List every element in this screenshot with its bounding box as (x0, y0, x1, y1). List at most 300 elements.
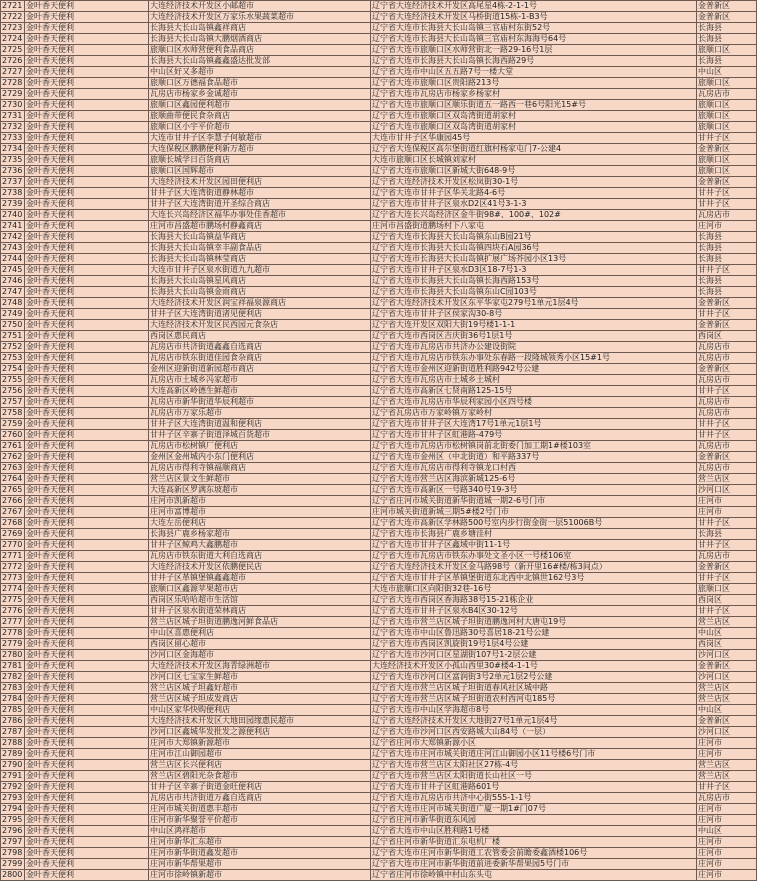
address-cell[interactable]: 辽宁省大连市营兰店区海滨新城125-6号 (371, 474, 697, 485)
district-cell[interactable]: 西岗区 (697, 331, 757, 342)
table-row[interactable] (1, 320, 757, 331)
address-cell[interactable]: 辽宁省庄河市大郑镇新源小区 (371, 738, 697, 749)
store-name-cell[interactable]: 营兰店区城子坦鑫好超市 (149, 683, 371, 694)
table-row[interactable] (1, 562, 757, 573)
brand-cell[interactable]: 金叶香天便利 (25, 474, 149, 485)
address-cell[interactable]: 辽宁省大连经济技术开发区金马路98号（新开里16#楼/栋3间点） (371, 562, 697, 573)
store-name-cell[interactable]: 瓦房店市铁东街道佳园食杂商店 (149, 353, 371, 364)
store-name-cell[interactable]: 瓦房店市万家乐超市 (149, 408, 371, 419)
table-row[interactable] (1, 837, 757, 848)
district-cell[interactable]: 瓦房店市 (697, 353, 757, 364)
row-number-cell[interactable]: 2768 (1, 518, 25, 529)
address-cell[interactable]: 辽宁省大连市中山区五五路7号一楼大堂 (371, 67, 697, 78)
store-name-cell[interactable]: 西岗区留心超市 (149, 639, 371, 650)
district-cell[interactable]: 甘井子区 (697, 419, 757, 430)
brand-cell[interactable]: 金叶香天便利 (25, 441, 149, 452)
district-cell[interactable]: 甘井子区 (697, 309, 757, 320)
brand-cell[interactable]: 金叶香天便利 (25, 375, 149, 386)
district-cell[interactable]: 金普新区 (697, 298, 757, 309)
store-name-cell[interactable]: 沙河口区金海超市 (149, 650, 371, 661)
store-name-cell[interactable]: 中山区家华快购便利店 (149, 705, 371, 716)
district-cell[interactable]: 瓦房店市 (697, 408, 757, 419)
brand-cell[interactable]: 金叶香天便利 (25, 265, 149, 276)
address-cell[interactable]: 辽宁省大连市营兰店区城子坦街道农村西河屯185号 (371, 694, 697, 705)
table-row[interactable] (1, 287, 757, 298)
district-cell[interactable]: 中山区 (697, 705, 757, 716)
row-number-cell[interactable]: 2764 (1, 474, 25, 485)
district-cell[interactable]: 长海县 (697, 243, 757, 254)
brand-cell[interactable]: 金叶香天便利 (25, 342, 149, 353)
address-cell[interactable]: 辽宁省大连经济技术开发区东平华家屯279号1单元1层4号 (371, 298, 697, 309)
row-number-cell[interactable]: 2800 (1, 870, 25, 881)
row-number-cell[interactable]: 2777 (1, 617, 25, 628)
address-cell[interactable]: 辽宁省大连市瓦房店市土城乡土城村 (371, 375, 697, 386)
brand-cell[interactable]: 金叶香天便利 (25, 837, 149, 848)
row-number-cell[interactable]: 2797 (1, 837, 25, 848)
table-row[interactable] (1, 749, 757, 760)
store-name-cell[interactable]: 西岗区惠民商店 (149, 331, 371, 342)
brand-cell[interactable]: 金叶香天便利 (25, 804, 149, 815)
table-row[interactable] (1, 540, 757, 551)
row-number-cell[interactable]: 2724 (1, 34, 25, 45)
brand-cell[interactable]: 金叶香天便利 (25, 276, 149, 287)
district-cell[interactable]: 甘井子区 (697, 606, 757, 617)
table-row[interactable] (1, 639, 757, 650)
brand-cell[interactable]: 金叶香天便利 (25, 782, 149, 793)
row-number-cell[interactable]: 2762 (1, 452, 25, 463)
address-cell[interactable]: 辽宁省大连市西岗区凯旋街19号1层4号公建 (371, 639, 697, 650)
store-name-cell[interactable]: 大连经济技术开发区润宝祥福泉源商店 (149, 298, 371, 309)
district-cell[interactable]: 瓦房店市 (697, 89, 757, 100)
brand-cell[interactable]: 金叶香天便利 (25, 419, 149, 430)
row-number-cell[interactable]: 2761 (1, 441, 25, 452)
store-name-cell[interactable]: 瓦房店市杨家乡金诚超市 (149, 89, 371, 100)
address-cell[interactable]: 辽宁省大连市瓦房店市共济中心街555-1-1号 (371, 793, 697, 804)
store-name-cell[interactable]: 甘井子区大连湾街道渚见便利店 (149, 309, 371, 320)
address-cell[interactable]: 辽宁省大连经济技术开发区松岚街30-1号 (371, 177, 697, 188)
district-cell[interactable]: 金普新区 (697, 320, 757, 331)
brand-cell[interactable]: 金叶香天便利 (25, 749, 149, 760)
address-cell[interactable]: 辽宁省大连市长海县大长山岛镇三官庙村东海海号64号 (371, 34, 697, 45)
district-cell[interactable]: 甘井子区 (697, 133, 757, 144)
store-name-cell[interactable]: 沙河口区七宝家生鲜超市 (149, 672, 371, 683)
table-row[interactable] (1, 298, 757, 309)
table-row[interactable] (1, 727, 757, 738)
table-row[interactable] (1, 188, 757, 199)
district-cell[interactable]: 金普新区 (697, 716, 757, 727)
district-cell[interactable]: 庄河市 (697, 738, 757, 749)
district-cell[interactable]: 旅顺口区 (697, 45, 757, 56)
brand-cell[interactable]: 金叶香天便利 (25, 595, 149, 606)
address-cell[interactable]: 辽宁省大连市瓦房店市得利寺镇龙口村西 (371, 463, 697, 474)
brand-cell[interactable]: 金叶香天便利 (25, 540, 149, 551)
brand-cell[interactable]: 金叶香天便利 (25, 859, 149, 870)
row-number-cell[interactable]: 2782 (1, 672, 25, 683)
store-name-cell[interactable]: 中山区好又多超市 (149, 67, 371, 78)
brand-cell[interactable]: 金叶香天便利 (25, 562, 149, 573)
address-cell[interactable]: 辽宁省大连市甘井子区鑫域中街11-1号 (371, 540, 697, 551)
district-cell[interactable]: 金普新区 (697, 144, 757, 155)
table-row[interactable] (1, 265, 757, 276)
row-number-cell[interactable]: 2788 (1, 738, 25, 749)
store-name-cell[interactable]: 庄河市新华帮果超市 (149, 859, 371, 870)
brand-cell[interactable]: 金叶香天便利 (25, 584, 149, 595)
address-cell[interactable]: 辽宁省大连市长海县大长山岛镇长海西路29号 (371, 56, 697, 67)
row-number-cell[interactable]: 2727 (1, 67, 25, 78)
district-cell[interactable]: 瓦房店市 (697, 210, 757, 221)
district-cell[interactable]: 长海县 (697, 254, 757, 265)
row-number-cell[interactable]: 2745 (1, 265, 25, 276)
store-name-cell[interactable]: 甘井子区泉水街道荣林商店 (149, 606, 371, 617)
district-cell[interactable]: 营兰店区 (697, 683, 757, 694)
district-cell[interactable]: 营兰店区 (697, 617, 757, 628)
store-name-cell[interactable]: 旅顺长城学日百货商店 (149, 155, 371, 166)
store-name-cell[interactable]: 瓦房店市得利寺镇福顺商店 (149, 463, 371, 474)
brand-cell[interactable]: 金叶香天便利 (25, 870, 149, 881)
store-name-cell[interactable]: 长海县大长山岛镇幸丰副食品店 (149, 243, 371, 254)
address-cell[interactable]: 辽宁省大连开发区双阳大街19号楼1-1-1 (371, 320, 697, 331)
district-cell[interactable]: 金普新区 (697, 1, 757, 12)
table-row[interactable] (1, 595, 757, 606)
table-row[interactable] (1, 45, 757, 56)
brand-cell[interactable]: 金叶香天便利 (25, 309, 149, 320)
row-number-cell[interactable]: 2737 (1, 177, 25, 188)
store-name-cell[interactable]: 旅顺口区国辉超市 (149, 166, 371, 177)
address-cell[interactable]: 辽宁省大连市甘井子区虹港路601号 (371, 782, 697, 793)
store-name-cell[interactable]: 大连保税区鹏鹏便利新万超市 (149, 144, 371, 155)
store-name-cell[interactable]: 大连高新区岭德生鲜超市 (149, 386, 371, 397)
address-cell[interactable]: 大连经济技术开发区小孤山西里30#楼4-1-1号 (371, 661, 697, 672)
table-row[interactable] (1, 771, 757, 782)
store-name-cell[interactable]: 旅顺口区水师营便利食品商店 (149, 45, 371, 56)
address-cell[interactable]: 辽宁省大连市瓦房店市铁东办事处文圣小区一号楼106室 (371, 551, 697, 562)
row-number-cell[interactable]: 2723 (1, 23, 25, 34)
table-row[interactable] (1, 859, 757, 870)
brand-cell[interactable]: 金叶香天便利 (25, 694, 149, 705)
address-cell[interactable]: 辽宁省大连市西岗区香海路38号15-21栋企业 (371, 595, 697, 606)
brand-cell[interactable]: 金叶香天便利 (25, 243, 149, 254)
row-number-cell[interactable]: 2756 (1, 386, 25, 397)
table-row[interactable] (1, 452, 757, 463)
district-cell[interactable]: 甘井子区 (697, 540, 757, 551)
table-row[interactable] (1, 276, 757, 287)
store-name-cell[interactable]: 大连经济技术开发区依鹏便民店 (149, 562, 371, 573)
district-cell[interactable]: 金普新区 (697, 364, 757, 375)
table-row[interactable] (1, 606, 757, 617)
row-number-cell[interactable]: 2774 (1, 584, 25, 595)
store-name-cell[interactable]: 长海县大长山岛镇鑫鑫盛达批发部 (149, 56, 371, 67)
row-number-cell[interactable]: 2729 (1, 89, 25, 100)
district-cell[interactable]: 旅顺口区 (697, 166, 757, 177)
store-name-cell[interactable]: 长海县大长山岛镇大鹏烟酒商店 (149, 34, 371, 45)
row-number-cell[interactable]: 2781 (1, 661, 25, 672)
address-cell[interactable]: 辽宁省大连市营兰店区太阳社区27栋-4号 (371, 760, 697, 771)
table-row[interactable] (1, 815, 757, 826)
address-cell[interactable]: 辽宁省大连市瓦房店市华辰利家园小区四号楼 (371, 397, 697, 408)
brand-cell[interactable]: 金叶香天便利 (25, 683, 149, 694)
address-cell[interactable]: 辽宁省大连市沙河口区富润街3号2单元1层2号公建 (371, 672, 697, 683)
district-cell[interactable]: 长海县 (697, 287, 757, 298)
address-cell[interactable]: 大连市旅顺口区向阳街32巷-16号 (371, 584, 697, 595)
table-row[interactable] (1, 474, 757, 485)
district-cell[interactable]: 长海县 (697, 34, 757, 45)
row-number-cell[interactable]: 2721 (1, 1, 25, 12)
district-cell[interactable]: 西岗区 (697, 639, 757, 650)
table-row[interactable] (1, 628, 757, 639)
address-cell[interactable]: 辽宁省大连市甘井子区侯家沟30-8号 (371, 309, 697, 320)
store-name-cell[interactable]: 大连市甘井子区泉水街道九九超市 (149, 265, 371, 276)
address-cell[interactable]: 庄河市昌盛街道鹏场村下八家屯 (371, 221, 697, 232)
brand-cell[interactable]: 金叶香天便利 (25, 529, 149, 540)
table-row[interactable] (1, 155, 757, 166)
district-cell[interactable]: 西岗区 (697, 595, 757, 606)
address-cell[interactable]: 辽宁省大连市长海县广鹿乡塘洼村 (371, 529, 697, 540)
brand-cell[interactable]: 金叶香天便利 (25, 793, 149, 804)
address-cell[interactable]: 辽宁省大连市瓦房店市铁东办事处东春路一段隆城领秀小区15#1号 (371, 353, 697, 364)
table-row[interactable] (1, 199, 757, 210)
address-cell[interactable]: 辽宁省大连市高新区一号路340号19-3号 (371, 485, 697, 496)
store-name-cell[interactable]: 旅顺口区小宇平价超市 (149, 122, 371, 133)
address-cell[interactable]: 辽宁省大连市长海县大长山岛镇长海西路153号 (371, 276, 697, 287)
store-name-cell[interactable]: 西岗区乐哈哈超市生活馆 (149, 595, 371, 606)
brand-cell[interactable]: 金叶香天便利 (25, 111, 149, 122)
address-cell[interactable]: 辽宁省大连市瓦房店市松树镇岗前北街委门加工期1#楼103室 (371, 441, 697, 452)
district-cell[interactable]: 长海县 (697, 56, 757, 67)
row-number-cell[interactable]: 2732 (1, 122, 25, 133)
brand-cell[interactable]: 金叶香天便利 (25, 628, 149, 639)
address-cell[interactable]: 大连市旅顺口区长城镇刘家村 (371, 155, 697, 166)
store-name-cell[interactable]: 甘井子区大连湾街道开圣综合商店 (149, 199, 371, 210)
table-row[interactable] (1, 12, 757, 23)
row-number-cell[interactable]: 2747 (1, 287, 25, 298)
brand-cell[interactable]: 金叶香天便利 (25, 320, 149, 331)
row-number-cell[interactable]: 2755 (1, 375, 25, 386)
address-cell[interactable]: 辽宁省大连市旅顺口区双岛湾街道胡家村 (371, 111, 697, 122)
district-cell[interactable]: 庄河市 (697, 870, 757, 881)
row-number-cell[interactable]: 2733 (1, 133, 25, 144)
row-number-cell[interactable]: 2738 (1, 188, 25, 199)
row-number-cell[interactable]: 2769 (1, 529, 25, 540)
row-number-cell[interactable]: 2750 (1, 320, 25, 331)
table-row[interactable] (1, 518, 757, 529)
brand-cell[interactable]: 金叶香天便利 (25, 34, 149, 45)
table-row[interactable] (1, 177, 757, 188)
table-row[interactable] (1, 705, 757, 716)
store-name-cell[interactable]: 甘井子区鲸鸡大鑫鹏超市 (149, 540, 371, 551)
brand-cell[interactable]: 金叶香天便利 (25, 331, 149, 342)
row-number-cell[interactable]: 2796 (1, 826, 25, 837)
brand-cell[interactable]: 金叶香天便利 (25, 254, 149, 265)
district-cell[interactable]: 瓦房店市 (697, 463, 757, 474)
table-row[interactable] (1, 23, 757, 34)
brand-cell[interactable]: 金叶香天便利 (25, 166, 149, 177)
district-cell[interactable]: 金普新区 (697, 661, 757, 672)
district-cell[interactable]: 甘井子区 (697, 573, 757, 584)
address-cell[interactable]: 辽宁省大连市瓦房店市共济办公建设街院 (371, 342, 697, 353)
row-number-cell[interactable]: 2773 (1, 573, 25, 584)
table-row[interactable] (1, 386, 757, 397)
table-row[interactable] (1, 441, 757, 452)
table-row[interactable] (1, 496, 757, 507)
table-row[interactable] (1, 309, 757, 320)
address-cell[interactable]: 辽宁省大连市甘井子区泉水D2区41号3-1-3 (371, 199, 697, 210)
address-cell[interactable]: 辽宁省大连长兴岛经济区金牛街98#、100#、102# (371, 210, 697, 221)
store-name-cell[interactable]: 旅顺口区万德福食品超市 (149, 78, 371, 89)
brand-cell[interactable]: 金叶香天便利 (25, 177, 149, 188)
row-number-cell[interactable]: 2744 (1, 254, 25, 265)
brand-cell[interactable]: 金叶香天便利 (25, 463, 149, 474)
brand-cell[interactable]: 金叶香天便利 (25, 617, 149, 628)
row-number-cell[interactable]: 2760 (1, 430, 25, 441)
address-cell[interactable]: 辽宁省大连市金州区（中北街道）和平路337号 (371, 452, 697, 463)
store-name-cell[interactable]: 庄河市城关街道惠丰超市 (149, 804, 371, 815)
brand-cell[interactable]: 金叶香天便利 (25, 155, 149, 166)
address-cell[interactable]: 辽宁省大连市甘井子区华关北路4-6号 (371, 188, 697, 199)
district-cell[interactable]: 旅顺口区 (697, 122, 757, 133)
district-cell[interactable]: 庄河市 (697, 815, 757, 826)
store-name-cell[interactable]: 庄河市富博超市 (149, 507, 371, 518)
store-name-cell[interactable]: 大连左岳便利店 (149, 518, 371, 529)
store-name-cell[interactable]: 瓦房店市共济街道鑫鑫自选商店 (149, 342, 371, 353)
district-cell[interactable]: 营兰店区 (697, 771, 757, 782)
brand-cell[interactable]: 金叶香天便利 (25, 67, 149, 78)
brand-cell[interactable]: 金叶香天便利 (25, 716, 149, 727)
district-cell[interactable]: 甘井子区 (697, 518, 757, 529)
district-cell[interactable]: 中山区 (697, 67, 757, 78)
brand-cell[interactable]: 金叶香天便利 (25, 353, 149, 364)
district-cell[interactable]: 长海县 (697, 232, 757, 243)
row-number-cell[interactable]: 2736 (1, 166, 25, 177)
address-cell[interactable]: 辽宁省大连市旅顺口区顺乐街道五一路西一巷6号阳光15#号 (371, 100, 697, 111)
district-cell[interactable]: 金普新区 (697, 12, 757, 23)
address-cell[interactable]: 辽宁省庄河市徐岭镇中村山东头屯 (371, 870, 697, 881)
district-cell[interactable]: 长海县 (697, 276, 757, 287)
store-name-cell[interactable]: 金州区迎新街道新园超市商店 (149, 364, 371, 375)
district-cell[interactable]: 沙河口区 (697, 485, 757, 496)
brand-cell[interactable]: 金叶香天便利 (25, 848, 149, 859)
row-number-cell[interactable]: 2779 (1, 639, 25, 650)
row-number-cell[interactable]: 2728 (1, 78, 25, 89)
store-name-cell[interactable]: 瓦房店市共济街道万鑫自选商店 (149, 793, 371, 804)
brand-cell[interactable]: 金叶香天便利 (25, 705, 149, 716)
row-number-cell[interactable]: 2785 (1, 705, 25, 716)
store-name-cell[interactable]: 大连市甘井子区李慧子何敏超市 (149, 133, 371, 144)
brand-cell[interactable]: 金叶香天便利 (25, 133, 149, 144)
address-cell[interactable]: 辽宁省大连市营兰店区太阳街道长山社区一号 (371, 771, 697, 782)
address-cell[interactable]: 大连市甘井子区华康园45号 (371, 133, 697, 144)
district-cell[interactable]: 庄河市 (697, 837, 757, 848)
store-name-cell[interactable]: 大连经济技术开发区海青绿洲超市 (149, 661, 371, 672)
store-name-cell[interactable]: 中山区鸿祥超市 (149, 826, 371, 837)
row-number-cell[interactable]: 2772 (1, 562, 25, 573)
table-row[interactable] (1, 617, 757, 628)
table-row[interactable] (1, 67, 757, 78)
brand-cell[interactable]: 金叶香天便利 (25, 298, 149, 309)
store-name-cell[interactable]: 营兰店区碧阳光杂食超市 (149, 771, 371, 782)
district-cell[interactable]: 旅顺口区 (697, 100, 757, 111)
store-name-cell[interactable]: 甘井子区大连湾街道静林超市 (149, 188, 371, 199)
brand-cell[interactable]: 金叶香天便利 (25, 199, 149, 210)
table-row[interactable] (1, 254, 757, 265)
address-cell[interactable]: 辽宁省大连市长海县大长山岛镇四块石A园36号 (371, 243, 697, 254)
table-row[interactable] (1, 166, 757, 177)
district-cell[interactable]: 庄河市 (697, 221, 757, 232)
store-name-cell[interactable]: 长海县大长山岛镇益华商店 (149, 232, 371, 243)
district-cell[interactable]: 瓦房店市 (697, 397, 757, 408)
address-cell[interactable]: 辽宁省大连市甘井子区大连湾17号1单元1层1号 (371, 419, 697, 430)
address-cell[interactable]: 辽宁省大连市旅顺口区双岛湾街道胡家村 (371, 122, 697, 133)
store-name-cell[interactable]: 大连经济技术开发区园田便利店 (149, 177, 371, 188)
district-cell[interactable]: 瓦房店市 (697, 551, 757, 562)
district-cell[interactable]: 庄河市 (697, 848, 757, 859)
brand-cell[interactable]: 金叶香天便利 (25, 78, 149, 89)
store-name-cell[interactable]: 金州区金州城内小东门便利店 (149, 452, 371, 463)
district-cell[interactable]: 瓦房店市 (697, 375, 757, 386)
district-cell[interactable]: 庄河市 (697, 859, 757, 870)
address-cell[interactable]: 辽宁省大连市旅顺口区水师营街北一路29-16号1层 (371, 45, 697, 56)
brand-cell[interactable]: 金叶香天便利 (25, 122, 149, 133)
store-name-cell[interactable]: 大连经济技术开发区大地田园缘惠民超市 (149, 716, 371, 727)
brand-cell[interactable]: 金叶香天便利 (25, 45, 149, 56)
address-cell[interactable]: 辽宁省大连市沙河口区西安路城大山84号（一层） (371, 727, 697, 738)
table-row[interactable] (1, 111, 757, 122)
row-number-cell[interactable]: 2743 (1, 243, 25, 254)
district-cell[interactable]: 旅顺口区 (697, 78, 757, 89)
table-row[interactable] (1, 760, 757, 771)
brand-cell[interactable]: 金叶香天便利 (25, 507, 149, 518)
store-name-cell[interactable]: 庄河市新华聚誉平价超市 (149, 815, 371, 826)
row-number-cell[interactable]: 2740 (1, 210, 25, 221)
table-row[interactable] (1, 419, 757, 430)
table-row[interactable] (1, 232, 757, 243)
row-number-cell[interactable]: 2790 (1, 760, 25, 771)
brand-cell[interactable]: 金叶香天便利 (25, 221, 149, 232)
table-row[interactable] (1, 34, 757, 45)
district-cell[interactable]: 旅顺口区 (697, 155, 757, 166)
address-cell[interactable]: 辽宁省大连市长海县大长山岛镇东山B园21号 (371, 232, 697, 243)
address-cell[interactable]: 辽宁省瓦房店市万家岭镇万家岭村 (371, 408, 697, 419)
row-number-cell[interactable]: 2783 (1, 683, 25, 694)
row-number-cell[interactable]: 2784 (1, 694, 25, 705)
district-cell[interactable]: 营兰店区 (697, 694, 757, 705)
store-name-cell[interactable]: 长海县大长山岛镇星风商店 (149, 276, 371, 287)
address-cell[interactable]: 辽宁省大连市沙河口区星湖街107号1-2层公建 (371, 650, 697, 661)
row-number-cell[interactable]: 2730 (1, 100, 25, 111)
brand-cell[interactable]: 金叶香天便利 (25, 826, 149, 837)
row-number-cell[interactable]: 2787 (1, 727, 25, 738)
address-cell[interactable]: 辽宁省大连经济技术开发区马桥街道15栋-1-B3号 (371, 12, 697, 23)
store-name-cell[interactable]: 营兰店区长兴便利店 (149, 760, 371, 771)
row-number-cell[interactable]: 2778 (1, 628, 25, 639)
address-cell[interactable]: 辽宁省庄河市新华街道东风园 (371, 815, 697, 826)
district-cell[interactable]: 甘井子区 (697, 188, 757, 199)
table-row[interactable] (1, 430, 757, 441)
row-number-cell[interactable]: 2771 (1, 551, 25, 562)
store-name-cell[interactable]: 大连高新区罗满东坡超市 (149, 485, 371, 496)
district-cell[interactable]: 长海县 (697, 529, 757, 540)
district-cell[interactable]: 甘井子区 (697, 386, 757, 397)
table-row[interactable] (1, 793, 757, 804)
row-number-cell[interactable]: 2746 (1, 276, 25, 287)
row-number-cell[interactable]: 2722 (1, 12, 25, 23)
address-cell[interactable]: 辽宁省大连市西岗区吉庆街36号1层1号 (371, 331, 697, 342)
brand-cell[interactable]: 金叶香天便利 (25, 573, 149, 584)
store-name-cell[interactable]: 庄河市徐岭镇新超市 (149, 870, 371, 881)
row-number-cell[interactable]: 2741 (1, 221, 25, 232)
brand-cell[interactable]: 金叶香天便利 (25, 639, 149, 650)
store-name-cell[interactable]: 庄河市新华汇东超市 (149, 837, 371, 848)
district-cell[interactable]: 庄河市 (697, 496, 757, 507)
